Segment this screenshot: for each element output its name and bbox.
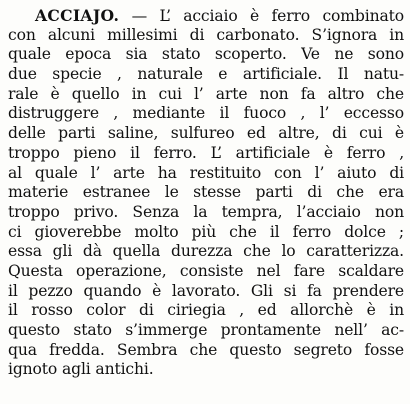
text-line: il pezzo quando è lavorato. Gli si fa prendere — [8, 281, 404, 300]
text-line: troppo privo. Senza la tempra, l’acciaio non — [8, 202, 404, 221]
text-line: questo stato s’immerge prontamente nell’ ac- — [8, 321, 404, 339]
text-line: ignoto agli antichi. — [8, 360, 154, 379]
text-line: troppo pieno il ferro. L’ artificiale è ferro , — [8, 143, 404, 162]
entry-headword: ACCIAJO. — [35, 6, 120, 25]
text-line: delle parti saline, sulfureo ed altre, di cui è — [8, 124, 404, 143]
text-line: al quale l’ arte ha restituito con l’ aiuto di — [8, 163, 404, 182]
text-line: distruggere , mediante il fuoco , l’ eccesso — [8, 104, 404, 123]
text-line: ci gioverebbe molto più che il ferro dolce ; — [8, 222, 404, 241]
text-line: qua fredda. Sembra che questo segreto fosse — [8, 340, 404, 359]
text-line: il rosso color di ciriegia , ed allorchè è in — [8, 301, 404, 320]
dictionary-entry — [8, 6, 404, 380]
text-line: con alcuni millesimi di carbonato. S’ignora in — [8, 25, 404, 44]
text-line: Questa operazione, consiste nel fare scaldare — [8, 261, 404, 280]
text-line: due specie , naturale e artificiale. Il natu- — [8, 65, 404, 84]
text-line: rale è quello in cui l’ arte non fa altro che — [8, 84, 404, 103]
text-line: quale epoca sia stato scoperto. Ve ne sono — [8, 45, 404, 64]
entry-text: — L’ acciaio è ferro combinato — [119, 7, 404, 25]
text-line — [8, 6, 404, 26]
text-line: essa gli dà quella durezza che lo caratterizza. — [8, 242, 404, 261]
text-line: materie estranee le stesse parti di che era — [8, 183, 404, 202]
